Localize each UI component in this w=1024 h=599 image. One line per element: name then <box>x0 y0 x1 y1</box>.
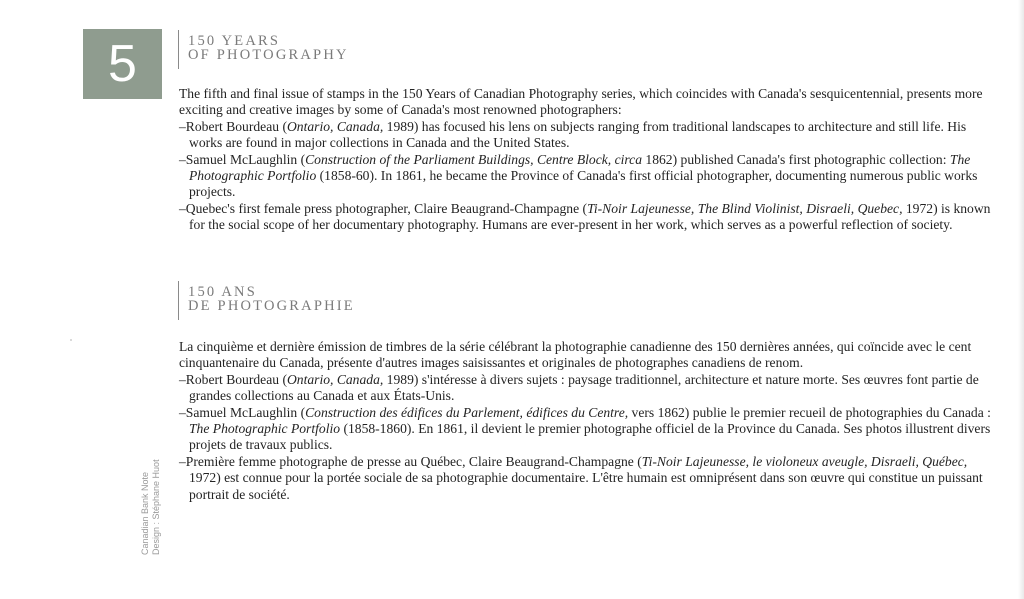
text-run: –Robert Bourdeau ( <box>179 118 287 134</box>
italic-title-run: The Photographic Portfolio <box>189 151 971 184</box>
italic-title-run: Ontario, Canada, <box>286 371 384 387</box>
italic-title-run: Ontario, Canada, <box>286 118 384 134</box>
french-intro: La cinquième et dernière émission de timbres de la série célébrant la photographie canadienne des 150 dernières années, qui coïncide avec le cent cinquantenaire du Canada, présente d'autres images saisissantes et originales de photographes canadiens de renom. <box>179 339 972 371</box>
text-run: 1989) has focused his lens on subjects ranging from traditional landscapes to architecture and still life. His works are found in major collections in Canada and the United States. <box>189 118 967 151</box>
french-item-beaugrand-champagne <box>179 454 994 503</box>
text-run: 1989) s'intéresse à divers sujets : paysage traditionnel, architecture et nature morte. Ses œuvres font partie de grandes collections au Canada et aux États-Unis. <box>189 371 979 404</box>
text-run: 1862) published Canada's first photographic collection: <box>642 151 950 167</box>
italic-title-run: The Photographic Portfolio <box>189 421 341 437</box>
french-heading <box>178 281 355 320</box>
english-intro: The fifth and final issue of stamps in the 150 Years of Canadian Photography series, which coincides with Canada's sesquicentennial, presents more exciting and creative images by some of Canada's most renowned photographers: <box>179 86 983 118</box>
printer-credit: Canadian Bank Note <box>140 471 150 555</box>
italic-title-run: Construction des édifices du Parlement, édifices du Centre, <box>305 404 629 420</box>
issue-number-badge: 5 <box>83 29 162 99</box>
designer-credit: Design : Stéphane Huot <box>151 459 161 555</box>
french-photographer-list <box>179 372 994 503</box>
english-photographer-list <box>179 119 994 234</box>
english-heading-line-2: OF PHOTOGRAPHY <box>188 47 349 63</box>
italic-title-run: Construction of the Parliament Buildings, Centre Block, circa <box>305 151 643 167</box>
french-item-mclaughlin <box>179 405 994 454</box>
printer-credits <box>140 459 162 555</box>
french-heading-line-1: 150 ANS <box>188 284 257 300</box>
page-edge <box>1018 0 1024 599</box>
english-heading <box>178 30 349 69</box>
text-run: 1972) est connue pour la portée sociale de sa photographie documentaire. L'être humain est omniprésent dans son œuvre qui constitue un puissant portrait de société. <box>189 470 983 502</box>
text-run: –Quebec's first female press photographer, Claire Beaugrand-Champagne ( <box>179 200 588 216</box>
french-item-bourdeau <box>179 372 994 405</box>
text-run: 1972) is known for the social scope of her documentary photography. Humans are ever-present in her work, which serves as a powerful reflection of society. <box>189 200 991 233</box>
italic-title-run: Ti-Noir Lajeunesse, The Blind Violinist, Disraeli, Quebec, <box>587 200 903 216</box>
italic-title-run: Ti-Noir Lajeunesse, le violoneux aveugle, Disraeli, Québec, <box>641 453 968 469</box>
text-run: (1858-60). In 1861, he became the Province of Canada's first official photographer, documenting numerous public works projects. <box>189 168 978 200</box>
english-item-mclaughlin <box>179 152 994 201</box>
english-item-bourdeau <box>179 119 994 152</box>
text-run: –Première femme photographe de presse au Québec, Claire Beaugrand-Champagne ( <box>179 453 642 469</box>
text-run: –Samuel McLaughlin ( <box>179 151 306 167</box>
english-heading-line-1: 150 YEARS <box>188 33 281 49</box>
english-item-beaugrand-champagne <box>179 201 994 234</box>
text-run: vers 1862) publie le premier recueil de photographies du Canada : <box>628 404 991 420</box>
french-heading-line-2: DE PHOTOGRAPHIE <box>188 298 355 314</box>
text-run: (1858-1860). En 1861, il devient le premier photographe officiel de la Province du Canada. Ses photos illustrent divers projets de travaux publics. <box>189 421 991 453</box>
paper-speck <box>70 339 72 341</box>
text-run: –Samuel McLaughlin ( <box>179 404 306 420</box>
english-text <box>179 86 994 234</box>
french-text <box>179 339 994 503</box>
text-run: –Robert Bourdeau ( <box>179 371 287 387</box>
